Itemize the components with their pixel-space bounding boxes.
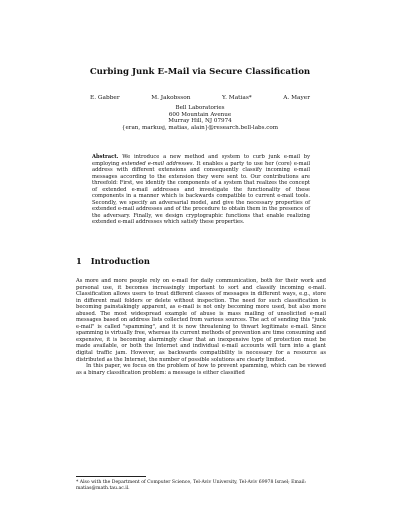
author-name: M. Jakobsson (151, 95, 191, 101)
body-text (76, 278, 326, 376)
section-number: 1 (76, 256, 82, 266)
footnote: * Also with the Department of Computer Science, Tel-Aviv University, Tel-Aviv 69978 Israel; Email: matias@math.tau.ac.il. (76, 480, 307, 491)
section-title: Introduction (90, 256, 150, 266)
body-paragraph: As more and more people rely on e-mail for daily communication, both for their work and personal use, it becomes increasingly important to sort and classify incoming e-mail. Classification allows users to treat different classes of messages in different ways, e.g., store in different mail folders or delete without inspection. The need for such classification is becoming painstakingly apparent, as e-mail is not only becoming more used, but also more abused. The most widespread example of abuse is mass mailing of unsolicited e-mail messages based on address lists collected from various sources. The act of sending this "junk e-mail" is called "spamming", and it is now threatening to thwart legitimate e-mail. Since spamming is virtually free, whereas its current methods of prevention are time consuming and expensive, it is becoming alarmingly clear that an inexpensive type of protection must be made available, or both the Internet and individual e-mail accounts will turn into a giant digital traffic jam. However, as backwards compatibility is necessary for a resource as distributed as the Internet, the number of possible solutions are clearly limited. (76, 278, 327, 363)
abstract-text: . It enables a party to use her (core) e-mail address with different extensions and consequently classify incoming e-mail messages according to the extension they were sent to. Our contributions are threefold: First, we identify the components of a system that realizes the concept of extended e-mail addresses and investigate the functionality of these components in a manner which is backwards compatible to current e-mail tools. Secondly, we specify an adversarial model, and give the necessary properties of extended e-mail addresses and of the procedure to obtain them in the presence of the adversary. Finally, we design cryptographic functions that enable realizing extended e-mail addresses which satisfy these properties. (92, 160, 310, 226)
affiliation-street: 600 Mountain Avenue (168, 111, 232, 118)
affiliation-emails: {eran, markusj, matias, alain}@research.bell-labs.com (121, 125, 279, 132)
affiliation-org: Bell Laboratories (175, 105, 225, 111)
footnote-rule (76, 476, 146, 477)
affiliation (0, 105, 400, 132)
author-name: Y. Matias* (222, 95, 252, 101)
abstract-heading: Abstract. (92, 154, 119, 160)
author-list (90, 95, 310, 101)
section-heading (76, 256, 150, 266)
author-name: A. Mayer (283, 95, 310, 101)
affiliation-city: Murray Hill, NJ 07974 (168, 118, 232, 125)
body-paragraph: In this paper, we focus on the problem of how to prevent spamming, which can be viewed as a binary classification problem: a message is either classified (76, 363, 326, 376)
paper-title: Curbing Junk E-Mail via Secure Classification (89, 67, 311, 77)
author-name: E. Gabber (90, 95, 120, 101)
abstract (92, 154, 310, 226)
abstract-text: We introduce a new method and system to curb junk e-mail by employing (92, 154, 310, 167)
abstract-emphasis: extended e-mail addresses (121, 160, 193, 167)
